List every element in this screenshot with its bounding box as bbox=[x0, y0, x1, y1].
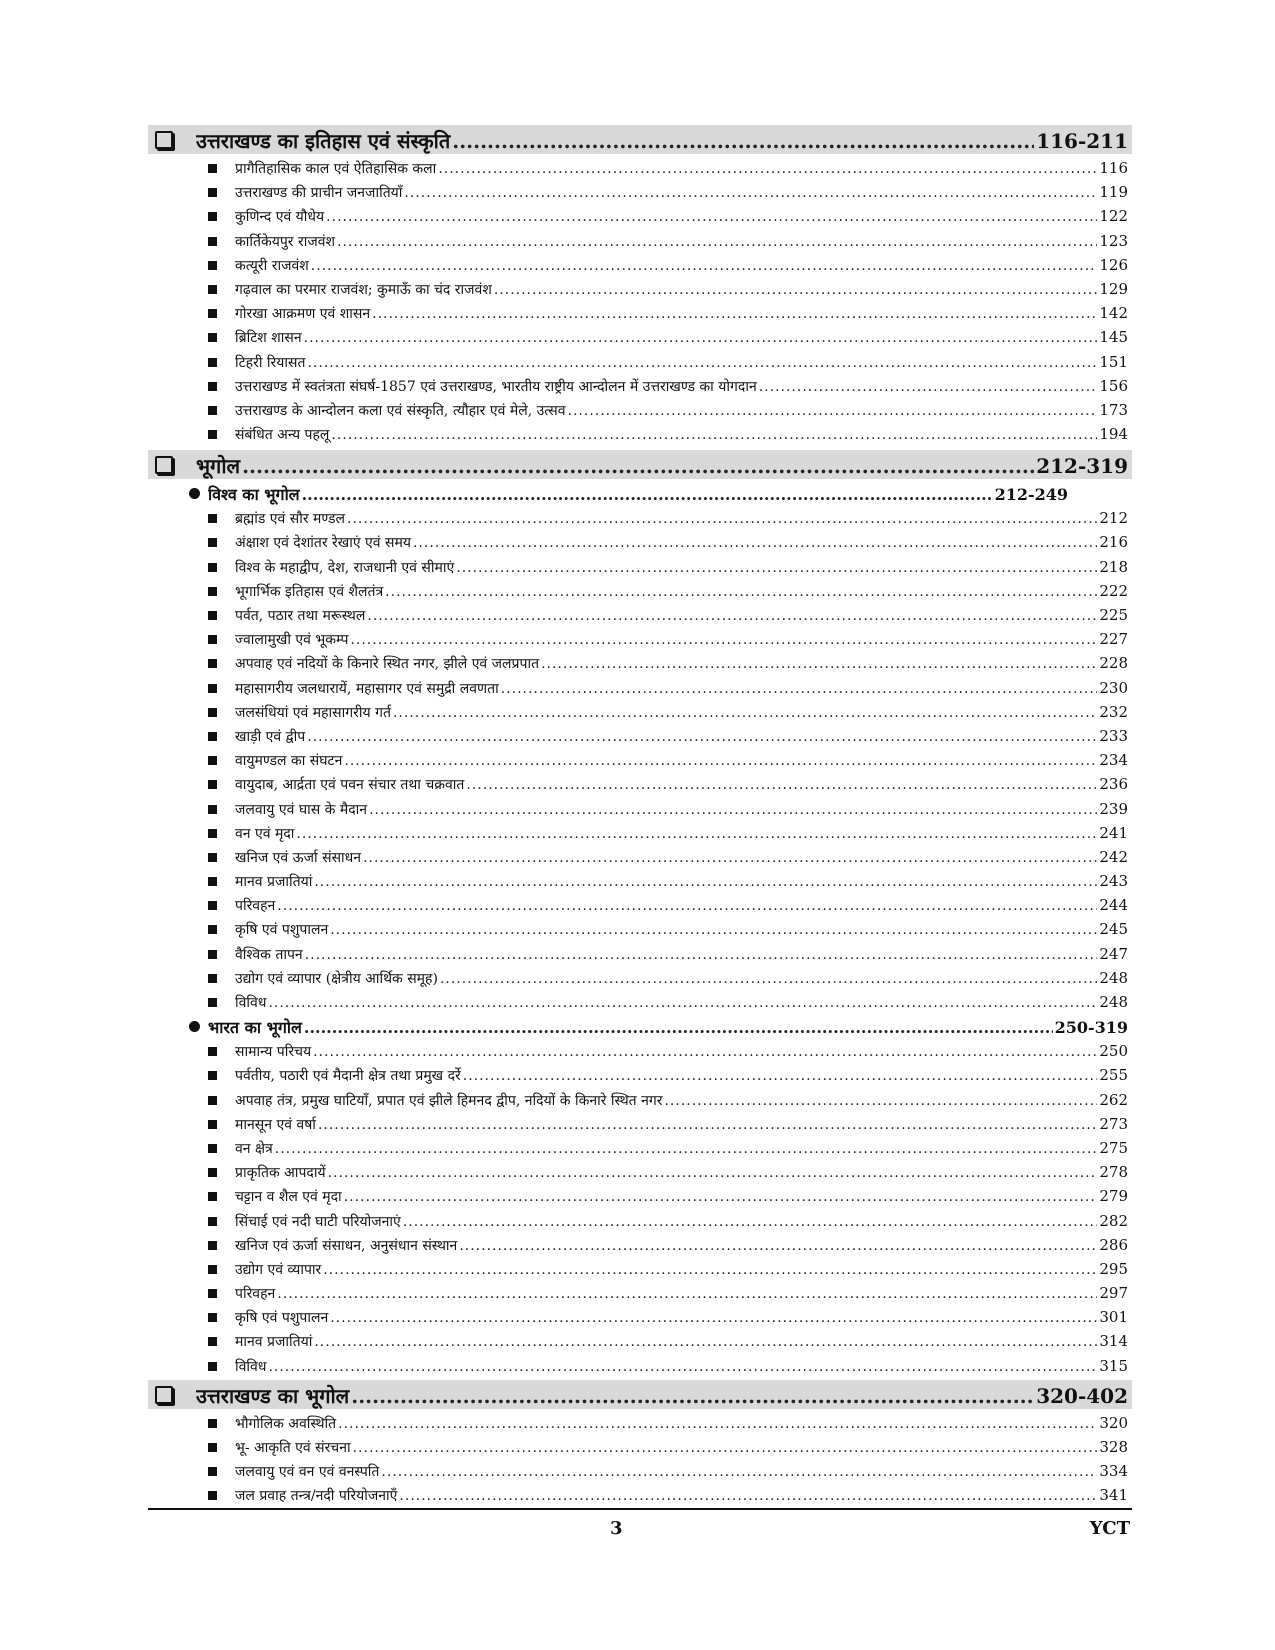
toc-item[interactable] bbox=[148, 603, 1132, 627]
toc-item[interactable] bbox=[148, 1184, 1132, 1208]
subsection-title: भारत का भूगोल bbox=[208, 1018, 302, 1038]
square-bullet-icon bbox=[208, 430, 217, 439]
square-bullet-icon bbox=[208, 901, 217, 910]
toc-item-label: अंक्षाश एवं देशांतर रेखाएं एवं समय bbox=[235, 535, 411, 552]
toc-item-label: परिवहन bbox=[235, 1286, 276, 1303]
toc-item[interactable] bbox=[148, 893, 1132, 917]
toc-item-label: उत्तराखण्ड के आन्दोलन कला एवं संस्कृति, त्यौहार एवं मेले, उत्सव bbox=[235, 402, 566, 419]
toc-item-page: 247 bbox=[1099, 944, 1128, 963]
square-bullet-icon bbox=[208, 925, 217, 934]
square-bullet-icon bbox=[208, 261, 217, 270]
square-bullet-icon bbox=[208, 659, 217, 668]
square-bullet-icon bbox=[208, 1443, 217, 1452]
toc-item-label: ब्रिटिश शासन bbox=[235, 330, 302, 347]
toc-item-label: अपवाह तंत्र, प्रमुख घाटियाँ, प्रपात एवं झीले हिमनद द्वीप, नदियों के किनारे स्थित नगर bbox=[235, 1092, 663, 1109]
section-title: उत्तराखण्ड का भूगोल bbox=[196, 1383, 350, 1408]
toc-item-label: जलवायु एवं वन एवं वनस्पति bbox=[235, 1464, 380, 1481]
square-bullet-icon bbox=[208, 382, 217, 391]
toc-item-label: खनिज एवं ऊर्जा संसाधन, अनुसंधान संस्थान bbox=[235, 1237, 458, 1254]
toc-item-label: जल प्रवाह तन्त्र/नदी परियोजनाएँ bbox=[235, 1488, 398, 1505]
square-bullet-icon bbox=[208, 1241, 217, 1250]
toc-item[interactable] bbox=[148, 1112, 1132, 1136]
toc-item-label: मानव प्रजातियां bbox=[235, 874, 313, 891]
square-bullet-icon bbox=[208, 1491, 217, 1500]
square-bullet-icon bbox=[208, 538, 217, 547]
toc-item[interactable] bbox=[148, 530, 1132, 554]
table-of-contents bbox=[148, 125, 1132, 1508]
toc-item-label: उद्योग एवं व्यापार (क्षेत्रीय आर्थिक समूह) bbox=[235, 970, 438, 987]
toc-item-page: 234 bbox=[1099, 751, 1128, 770]
toc-item-label: चट्टान व शैल एवं मृदा bbox=[235, 1189, 342, 1206]
toc-item[interactable] bbox=[148, 156, 1132, 180]
toc-item-page: 156 bbox=[1099, 376, 1128, 395]
toc-item-label: मानव प्रजातियां bbox=[235, 1334, 313, 1351]
section-header[interactable] bbox=[148, 125, 1132, 154]
toc-item[interactable] bbox=[148, 1329, 1132, 1353]
section-items bbox=[148, 156, 1132, 446]
toc-item-page: 230 bbox=[1099, 678, 1128, 697]
bullet-disc-icon bbox=[189, 1021, 200, 1032]
toc-item-label: विविध bbox=[235, 995, 267, 1011]
toc-item-label: सामान्य परिचय bbox=[235, 1044, 312, 1061]
toc-item-page: 236 bbox=[1099, 775, 1128, 794]
square-bullet-icon bbox=[208, 684, 217, 693]
toc-item-page: 295 bbox=[1099, 1259, 1128, 1278]
toc-item-page: 341 bbox=[1099, 1486, 1128, 1505]
toc-item[interactable] bbox=[148, 1281, 1132, 1305]
toc-item[interactable] bbox=[148, 990, 1132, 1014]
toc-item-label: वायुदाब, आर्द्रता एवं पवन संचार तथा चक्रवात bbox=[235, 777, 465, 794]
toc-item-page: 278 bbox=[1099, 1163, 1128, 1182]
square-bullet-icon bbox=[208, 237, 217, 246]
toc-item-page: 275 bbox=[1099, 1138, 1128, 1157]
toc-item-page: 145 bbox=[1099, 328, 1128, 347]
square-bullet-icon bbox=[208, 853, 217, 862]
toc-item-page: 282 bbox=[1099, 1211, 1128, 1230]
section-items bbox=[148, 1411, 1132, 1508]
toc-item-page: 273 bbox=[1099, 1114, 1128, 1133]
subsection-header[interactable] bbox=[148, 1014, 1132, 1039]
toc-item-label: जलवायु एवं घास के मैदान bbox=[235, 801, 368, 818]
toc-item-page: 233 bbox=[1099, 726, 1128, 745]
toc-item-label: मानसून एवं वर्षा bbox=[235, 1116, 316, 1133]
toc-item-label: सिंचाई एवं नदी घाटी परियोजनाएं bbox=[235, 1213, 401, 1230]
section-header[interactable] bbox=[148, 1380, 1132, 1409]
section-header[interactable] bbox=[148, 450, 1132, 479]
subsection-pages: 212-249 bbox=[994, 485, 1068, 505]
subsection-title: विश्व का भूगोल bbox=[208, 485, 300, 505]
footer-divider bbox=[148, 1508, 1132, 1510]
square-bullet-icon bbox=[208, 333, 217, 342]
square-bullet-icon bbox=[208, 309, 217, 318]
toc-item-page: 255 bbox=[1099, 1066, 1128, 1085]
toc-item[interactable] bbox=[148, 966, 1132, 990]
toc-item-label: परिवहन bbox=[235, 898, 276, 915]
toc-item[interactable] bbox=[148, 845, 1132, 869]
toc-item-label: महासागरीय जलधारायें, महासागर एवं समुद्री लवणता bbox=[235, 680, 499, 697]
toc-item[interactable] bbox=[148, 1411, 1132, 1435]
toc-item[interactable] bbox=[148, 1305, 1132, 1329]
toc-item[interactable] bbox=[148, 506, 1132, 530]
square-bullet-icon bbox=[208, 164, 217, 173]
toc-item[interactable] bbox=[148, 422, 1132, 446]
toc-item[interactable] bbox=[148, 229, 1132, 253]
toc-item-page: 315 bbox=[1099, 1356, 1128, 1375]
toc-item[interactable] bbox=[148, 1257, 1132, 1281]
toc-item-page: 250 bbox=[1099, 1042, 1128, 1061]
square-bullet-icon bbox=[208, 514, 217, 523]
toc-item-label: वायुमण्डल का संघटन bbox=[235, 753, 343, 770]
toc-item-page: 225 bbox=[1099, 606, 1128, 624]
toc-item-label: वन एवं मृदा bbox=[235, 825, 295, 842]
toc-item-label: कत्यूरी राजवंश bbox=[235, 257, 309, 274]
toc-item[interactable] bbox=[148, 821, 1132, 845]
toc-item-page: 245 bbox=[1099, 920, 1128, 939]
section-title: भूगोल bbox=[196, 454, 241, 479]
toc-item[interactable] bbox=[148, 1209, 1132, 1233]
toc-item-page: 142 bbox=[1099, 304, 1128, 323]
square-bullet-icon bbox=[208, 1217, 217, 1226]
toc-item-label: भू- आकृति एवं संरचना bbox=[235, 1440, 351, 1456]
square-bullet-icon bbox=[208, 829, 217, 838]
toc-item-label: कृषि एवं पशुपालन bbox=[235, 922, 329, 939]
toc-item-page: 216 bbox=[1099, 533, 1128, 552]
toc-item[interactable] bbox=[148, 797, 1132, 821]
toc-item[interactable] bbox=[148, 180, 1132, 204]
toc-item-label: वैश्विक तापन bbox=[235, 946, 303, 963]
toc-item[interactable] bbox=[148, 1435, 1132, 1459]
toc-item-label: खनिज एवं ऊर्जा संसाधन bbox=[235, 849, 362, 866]
checkbox-icon bbox=[155, 456, 173, 474]
square-bullet-icon bbox=[208, 212, 217, 221]
toc-item[interactable] bbox=[148, 325, 1132, 349]
publisher-mark: YCT bbox=[1089, 1518, 1130, 1539]
toc-item[interactable] bbox=[148, 301, 1132, 325]
toc-item-page: 123 bbox=[1099, 231, 1128, 250]
section-title: उत्तराखण्ड का इतिहास एवं संस्कृति bbox=[196, 129, 451, 153]
toc-item-label: प्राकृतिक आपदायें bbox=[235, 1165, 326, 1182]
bullet-disc-icon bbox=[189, 488, 200, 499]
square-bullet-icon bbox=[208, 611, 217, 620]
toc-item[interactable] bbox=[148, 700, 1132, 724]
toc-item-page: 222 bbox=[1099, 581, 1128, 600]
toc-item[interactable] bbox=[148, 724, 1132, 748]
toc-item[interactable] bbox=[148, 555, 1132, 579]
toc-item-page: 116 bbox=[1099, 159, 1128, 177]
square-bullet-icon bbox=[208, 358, 217, 367]
square-bullet-icon bbox=[208, 406, 217, 415]
square-bullet-icon bbox=[208, 1289, 217, 1298]
square-bullet-icon bbox=[208, 285, 217, 294]
toc-item-label: वन क्षेत्र bbox=[235, 1140, 273, 1157]
toc-item-page: 173 bbox=[1099, 400, 1128, 419]
square-bullet-icon bbox=[208, 1096, 217, 1105]
toc-item-label: टिहरी रियासत bbox=[235, 354, 306, 371]
toc-item-page: 314 bbox=[1099, 1332, 1128, 1351]
toc-item-label: ब्रह्मांड एवं सौर मण्डल bbox=[235, 511, 346, 528]
toc-item-page: 248 bbox=[1099, 968, 1128, 987]
page-number: 3 bbox=[610, 1518, 623, 1539]
toc-item[interactable] bbox=[148, 627, 1132, 651]
toc-item-page: 286 bbox=[1099, 1235, 1128, 1254]
square-bullet-icon bbox=[208, 1120, 217, 1129]
toc-item-page: 248 bbox=[1099, 993, 1128, 1011]
toc-item-label: जलसंधियां एवं महासागरीय गर्त bbox=[235, 704, 391, 721]
toc-item-label: गढ़वाल का परमार राजवंश; कुमाऊँ का चंद राजवंश bbox=[235, 281, 492, 298]
toc-item-page: 119 bbox=[1099, 183, 1128, 202]
toc-item-page: 122 bbox=[1099, 207, 1128, 226]
toc-item-label: खाड़ी एवं द्वीप bbox=[235, 728, 306, 745]
toc-item-label: प्रागैतिहासिक काल एवं ऐतिहासिक कला bbox=[235, 161, 437, 177]
toc-item-label: उद्योग एवं व्यापार bbox=[235, 1261, 322, 1278]
toc-item-page: 232 bbox=[1099, 702, 1128, 721]
toc-item[interactable] bbox=[148, 1160, 1132, 1184]
toc-item-page: 279 bbox=[1099, 1187, 1128, 1206]
toc-item-page: 297 bbox=[1099, 1284, 1128, 1303]
square-bullet-icon bbox=[208, 708, 217, 717]
toc-item-page: 262 bbox=[1099, 1090, 1128, 1109]
square-bullet-icon bbox=[208, 1313, 217, 1322]
toc-item[interactable] bbox=[148, 651, 1132, 675]
section-pages: 320-402 bbox=[1036, 1383, 1128, 1408]
toc-item[interactable] bbox=[148, 772, 1132, 796]
toc-item-page: 241 bbox=[1099, 823, 1128, 842]
toc-item[interactable] bbox=[148, 869, 1132, 893]
toc-item[interactable] bbox=[148, 253, 1132, 277]
toc-item-label: कृषि एवं पशुपालन bbox=[235, 1310, 329, 1327]
toc-item[interactable] bbox=[148, 917, 1132, 941]
subsection-items bbox=[148, 1039, 1132, 1378]
toc-item[interactable] bbox=[148, 1063, 1132, 1087]
toc-item[interactable] bbox=[148, 676, 1132, 700]
square-bullet-icon bbox=[208, 974, 217, 983]
toc-item-label: कुणिन्द एवं यौधेय bbox=[235, 209, 325, 226]
toc-item-page: 320 bbox=[1099, 1413, 1128, 1432]
square-bullet-icon bbox=[208, 1071, 217, 1080]
square-bullet-icon bbox=[208, 188, 217, 197]
square-bullet-icon bbox=[208, 950, 217, 959]
square-bullet-icon bbox=[208, 1192, 217, 1201]
toc-item[interactable] bbox=[148, 398, 1132, 422]
toc-item-page: 151 bbox=[1099, 352, 1128, 371]
toc-item-label: भौगोलिक अवस्थिति bbox=[235, 1415, 337, 1432]
toc-item-page: 212 bbox=[1099, 509, 1128, 528]
toc-item[interactable] bbox=[148, 942, 1132, 966]
toc-item[interactable] bbox=[148, 1039, 1132, 1063]
checkbox-icon bbox=[155, 131, 173, 149]
square-bullet-icon bbox=[208, 587, 217, 596]
toc-item-page: 239 bbox=[1099, 799, 1128, 818]
section-pages: 212-319 bbox=[1036, 454, 1128, 479]
toc-item-page: 328 bbox=[1099, 1438, 1128, 1456]
square-bullet-icon bbox=[208, 1047, 217, 1056]
toc-item[interactable] bbox=[148, 1136, 1132, 1160]
toc-item[interactable] bbox=[148, 1233, 1132, 1257]
toc-item-label: ज्वालामुखी एवं भूकम्प bbox=[235, 632, 349, 649]
toc-item-page: 244 bbox=[1099, 896, 1128, 915]
toc-item[interactable] bbox=[148, 204, 1132, 228]
square-bullet-icon bbox=[208, 563, 217, 572]
checkbox-icon bbox=[155, 1386, 173, 1404]
square-bullet-icon bbox=[208, 805, 217, 814]
toc-item-label: विश्व के महाद्वीप, देश, राजधानी एवं सीमाएं bbox=[235, 559, 455, 576]
toc-item[interactable] bbox=[148, 1483, 1132, 1507]
subsection-header[interactable] bbox=[148, 481, 1132, 506]
toc-item-page: 243 bbox=[1099, 872, 1128, 891]
toc-item-page: 129 bbox=[1099, 279, 1128, 298]
square-bullet-icon bbox=[208, 1467, 217, 1476]
square-bullet-icon bbox=[208, 732, 217, 741]
toc-item-page: 218 bbox=[1099, 557, 1128, 576]
toc-item-label: विविध bbox=[235, 1358, 267, 1375]
toc-item-page: 227 bbox=[1099, 630, 1128, 649]
toc-item[interactable] bbox=[148, 374, 1132, 398]
square-bullet-icon bbox=[208, 1144, 217, 1153]
toc-item-page: 126 bbox=[1099, 255, 1128, 274]
toc-item-label: अपवाह एवं नदियों के किनारे स्थित नगर, झीले एवं जलप्रपात bbox=[235, 656, 540, 673]
square-bullet-icon bbox=[208, 1168, 217, 1177]
toc-item-page: 194 bbox=[1099, 425, 1128, 444]
toc-item-label: गोरखा आक्रमण एवं शासन bbox=[235, 306, 371, 323]
toc-item[interactable] bbox=[148, 1459, 1132, 1483]
square-bullet-icon bbox=[208, 1265, 217, 1274]
toc-item[interactable] bbox=[148, 1088, 1132, 1112]
toc-item-label: भूगार्भिक इतिहास एवं शैलतंत्र bbox=[235, 583, 384, 600]
toc-item-page: 228 bbox=[1099, 654, 1128, 673]
toc-item-label: कार्तिकेयपुर राजवंश bbox=[235, 233, 336, 250]
toc-item-label: पर्वतीय, पठारी एवं मैदानी क्षेत्र तथा प्रमुख दर्रे bbox=[235, 1068, 461, 1085]
toc-item-label: उत्तराखण्ड की प्राचीन जनजातियाँ bbox=[235, 185, 403, 202]
section-pages: 116-211 bbox=[1036, 129, 1128, 153]
toc-item-label: पर्वत, पठार तथा मरूस्थल bbox=[235, 608, 366, 624]
square-bullet-icon bbox=[208, 1419, 217, 1428]
toc-item[interactable] bbox=[148, 748, 1132, 772]
toc-item-page: 334 bbox=[1099, 1462, 1128, 1481]
subsection-items bbox=[148, 506, 1132, 1014]
toc-item[interactable] bbox=[148, 1354, 1132, 1378]
toc-item-label: उत्तराखण्ड में स्वतंत्रता संघर्ष-1857 एवं उत्तराखण्ड, भारतीय राष्ट्रीय आन्दोलन में उत्तराखण्ड का योगदान bbox=[235, 378, 757, 395]
toc-item[interactable] bbox=[148, 350, 1132, 374]
toc-item-label: संबंधित अन्य पहलू bbox=[235, 427, 330, 444]
toc-item-page: 242 bbox=[1099, 847, 1128, 866]
square-bullet-icon bbox=[208, 756, 217, 765]
square-bullet-icon bbox=[208, 635, 217, 644]
toc-item-page: 301 bbox=[1099, 1308, 1128, 1327]
square-bullet-icon bbox=[208, 780, 217, 789]
toc-item[interactable] bbox=[148, 277, 1132, 301]
square-bullet-icon bbox=[208, 1337, 217, 1346]
square-bullet-icon bbox=[208, 877, 217, 886]
subsection-pages: 250-319 bbox=[1054, 1018, 1128, 1038]
square-bullet-icon bbox=[208, 1362, 217, 1371]
toc-item[interactable] bbox=[148, 579, 1132, 603]
square-bullet-icon bbox=[208, 998, 217, 1007]
